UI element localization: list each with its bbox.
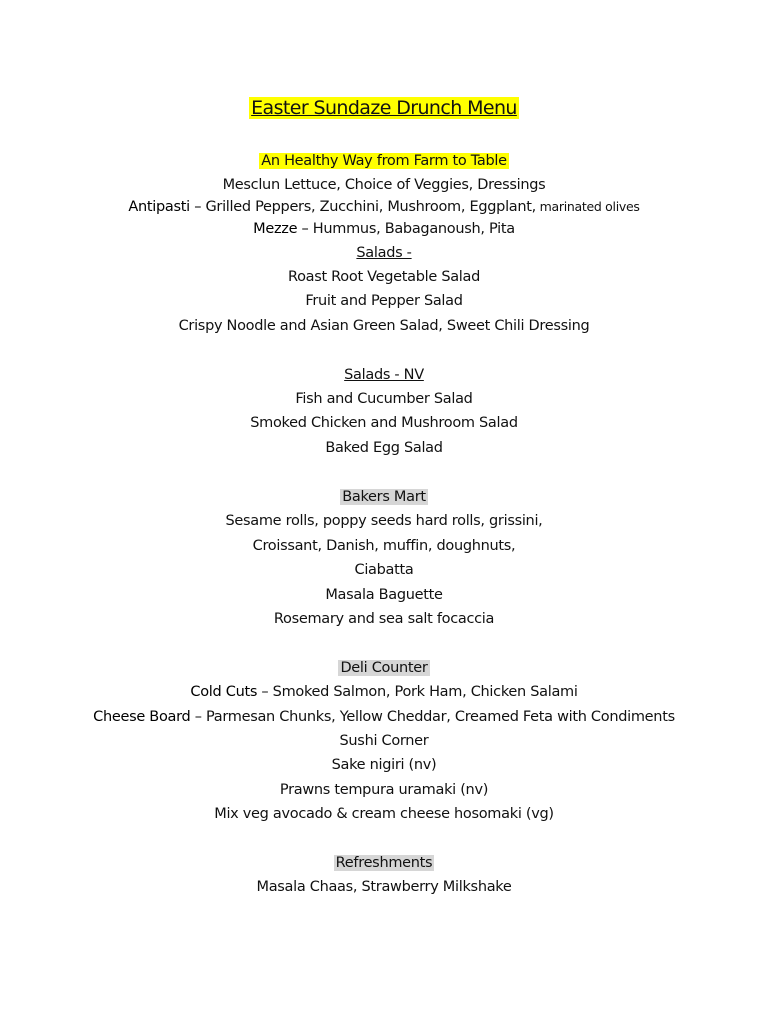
farm-heading xyxy=(0,151,768,171)
mezze-items: Hummus, Babaganoush, Pita xyxy=(308,221,515,237)
salads-nv-item: Smoked Chicken and Mushroom Salad xyxy=(250,415,518,431)
menu-title xyxy=(0,95,768,121)
bakers-item: Croissant, Danish, muffin, doughnuts, xyxy=(252,538,516,554)
cheese-board-items: – Parmesan Chunks, Yellow Cheddar, Creamed Feta with Condiments xyxy=(190,709,675,725)
sushi-item: Mix veg avocado & cream cheese hosomaki (vg) xyxy=(214,806,554,822)
bakers-item: Rosemary and sea salt focaccia xyxy=(273,611,495,627)
farm-heading-text: An Healthy Way from Farm to Table xyxy=(261,153,507,169)
salads-item: Roast Root Vegetable Salad xyxy=(287,269,481,285)
bakers-item: Sesame rolls, poppy seeds hard rolls, grissini, xyxy=(225,513,543,529)
mezze-label: Mezze – xyxy=(253,221,309,237)
antipasti-extra: marinated olives xyxy=(535,199,640,214)
bakers-item: Ciabatta xyxy=(354,562,414,578)
salads-item: Crispy Noodle and Asian Green Salad, Sweet Chili Dressing xyxy=(178,318,590,334)
deli-heading xyxy=(0,658,768,678)
salads-nv-heading-text: Salads - NV xyxy=(344,367,424,383)
cold-cuts-line xyxy=(0,682,768,702)
mezze-line xyxy=(0,219,768,239)
bakers-heading-text: Bakers Mart xyxy=(342,489,426,505)
cheese-board-line xyxy=(0,707,768,727)
deli-heading-text: Deli Counter xyxy=(340,660,428,676)
cheese-board-label: Cheese Board xyxy=(93,709,191,725)
cold-cuts-label: Cold Cuts xyxy=(190,684,258,700)
salads-heading xyxy=(0,243,768,263)
sushi-item: Sake nigiri (nv) xyxy=(331,757,437,773)
salads-nv-item: Baked Egg Salad xyxy=(325,440,443,456)
farm-line-1: Mesclun Lettuce, Choice of Veggies, Dressings xyxy=(222,177,546,193)
sushi-item: Prawns tempura uramaki (nv) xyxy=(279,782,489,798)
menu-title-text: Easter Sundaze Drunch Menu xyxy=(251,97,517,119)
sushi-heading: Sushi Corner xyxy=(339,733,429,749)
bakers-heading xyxy=(0,487,768,507)
salads-nv-item: Fish and Cucumber Salad xyxy=(295,391,473,407)
salads-item: Fruit and Pepper Salad xyxy=(305,293,463,309)
bakers-item: Masala Baguette xyxy=(325,587,443,603)
antipasti-line xyxy=(0,197,768,217)
refreshments-item: Masala Chaas, Strawberry Milkshake xyxy=(256,879,512,895)
antipasti-label: Antipasti – xyxy=(128,199,202,215)
refreshments-heading-text: Refreshments xyxy=(335,855,433,871)
salads-heading-text: Salads - xyxy=(356,245,412,261)
salads-nv-heading xyxy=(0,365,768,385)
refreshments-heading xyxy=(0,853,768,873)
antipasti-items: Grilled Peppers, Zucchini, Mushroom, Eggplant, xyxy=(201,199,536,215)
cold-cuts-items: – Smoked Salmon, Pork Ham, Chicken Salami xyxy=(257,684,578,700)
